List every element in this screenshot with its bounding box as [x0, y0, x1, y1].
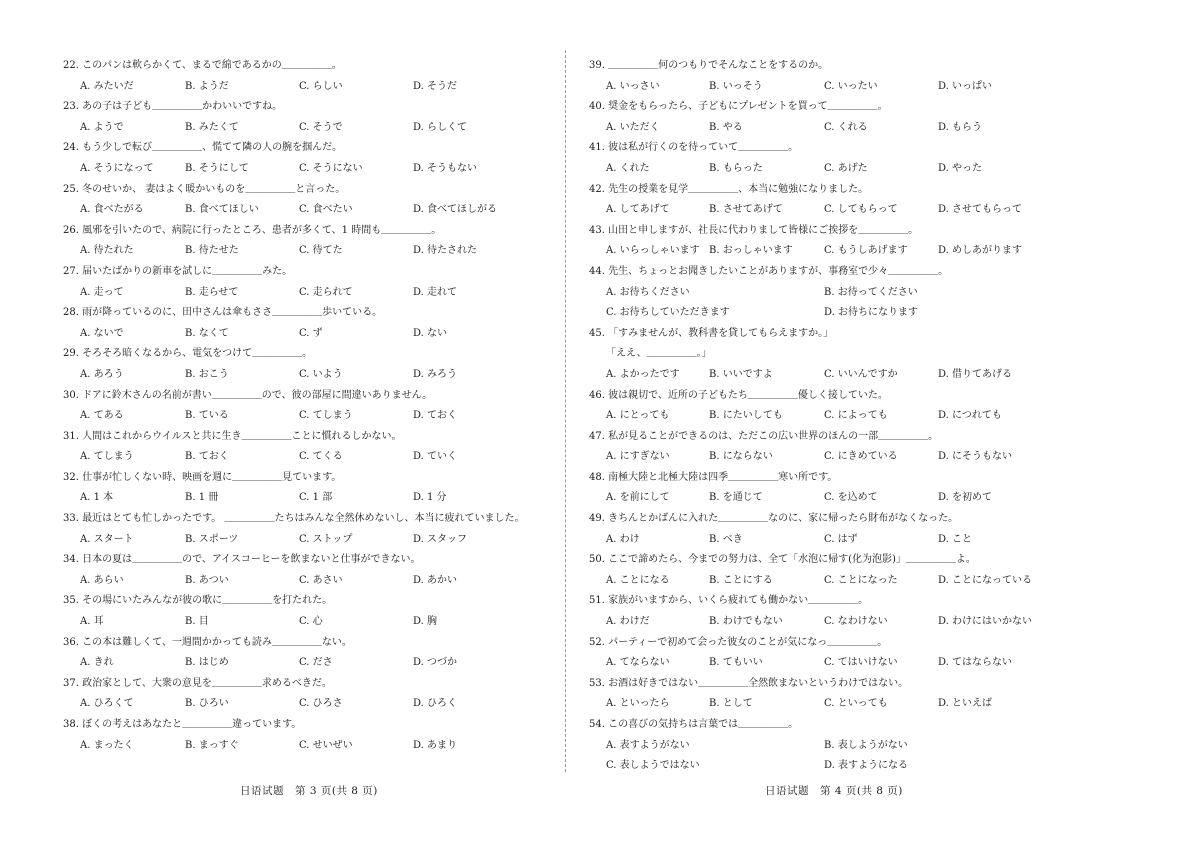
answer-option[interactable]: C. 表しようではない [606, 760, 700, 772]
options-row [63, 118, 547, 139]
answer-option[interactable]: D. 走れて [413, 286, 458, 298]
answer-option[interactable]: A. わけ [606, 533, 640, 545]
answer-option[interactable]: C. を込めて [824, 492, 878, 504]
options-row [63, 612, 547, 633]
answer-option[interactable]: C. らしい [299, 80, 343, 92]
answer-option[interactable]: B. ておく [185, 451, 229, 463]
options-row [589, 365, 1079, 386]
right-column [589, 56, 1079, 777]
answer-option[interactable]: C. くれる [824, 121, 868, 133]
options-row [589, 159, 1079, 180]
answer-option[interactable]: A. お待ちください [606, 286, 690, 298]
question-stem: 23. あの子は子ども＿＿＿＿＿かわいいですね。 [63, 101, 283, 113]
options-row [589, 530, 1079, 551]
answer-option[interactable]: C. あさい [299, 574, 343, 586]
answer-option[interactable]: A. 1 本 [80, 492, 114, 504]
question-stem: 27. 届いたばかりの新車を試しに＿＿＿＿＿みた。 [63, 265, 293, 277]
answer-option[interactable]: D. を初めて [938, 492, 993, 504]
answer-option[interactable]: B. てもいい [709, 657, 763, 669]
question-stem: 43. 山田と申しますが、社長に代わりまして皆様にご挨拶を＿＿＿＿＿。 [589, 224, 919, 236]
question-item [589, 56, 1079, 97]
answer-option[interactable]: B. いっそう [709, 80, 763, 92]
question-item [63, 180, 547, 221]
question-item [63, 221, 547, 262]
options-row [63, 283, 547, 304]
answer-option[interactable]: B. やる [709, 121, 743, 133]
answer-option[interactable]: A. いただく [606, 121, 660, 133]
question-item [589, 633, 1079, 674]
question-item [63, 550, 547, 591]
answer-option[interactable]: A. よかったです [606, 368, 680, 380]
answer-option[interactable]: D. てはならない [938, 657, 1013, 669]
answer-option[interactable]: D. そうだ [413, 80, 458, 92]
question-item [63, 633, 547, 674]
question-item [589, 427, 1079, 468]
question-item [63, 138, 547, 179]
question-item [589, 324, 1079, 386]
answer-option[interactable]: D. ておく [413, 410, 458, 422]
answer-option[interactable]: D. につれても [938, 410, 1002, 422]
question-item [63, 715, 547, 756]
answer-option[interactable]: B. 待たせた [185, 245, 239, 257]
answer-option[interactable]: A. そうになって [80, 162, 154, 174]
answer-option[interactable]: B. もらった [709, 162, 763, 174]
answer-option[interactable]: B. おこう [185, 368, 229, 380]
options-row [589, 118, 1079, 139]
answer-option[interactable]: D. あかい [413, 574, 458, 586]
question-stem: 37. 政治家として、大衆の意見を＿＿＿＿＿求めるべきだ。 [63, 677, 332, 689]
answer-option[interactable]: B. ひろい [185, 698, 229, 710]
answer-option[interactable]: D. 待たされた [413, 245, 478, 257]
answer-option[interactable]: A. にすぎない [606, 451, 670, 463]
question-stem: 31. 人間はこれからウイルスと共に生き＿＿＿＿＿ことに慣れるしかない。 [63, 430, 402, 442]
answer-option[interactable]: D. ひろく [413, 698, 458, 710]
answer-option[interactable]: D. させてもらって [938, 204, 1023, 216]
answer-option[interactable]: B. なくて [185, 327, 229, 339]
options-row [589, 694, 1079, 715]
answer-option[interactable]: D. やった [938, 162, 983, 174]
answer-option[interactable]: B. 1 冊 [185, 492, 219, 504]
answer-option[interactable]: C. ストップ [299, 533, 353, 545]
answer-option[interactable]: D. 1 分 [413, 492, 447, 504]
question-stem: 40. 奨金をもらったら、子どもにプレゼントを買って＿＿＿＿＿。 [589, 101, 888, 113]
question-stem: 50. ここで諦めたら、今までの努力は、全て「水泡に帰す(化为泡影)」＿＿＿＿＿よ。 [589, 554, 976, 566]
answer-option[interactable]: D. お待ちになります [824, 307, 919, 319]
left-column [63, 56, 547, 756]
options-row [63, 77, 547, 98]
question-item [63, 303, 547, 344]
answer-option[interactable]: B. はじめ [185, 657, 229, 669]
question-item [589, 180, 1079, 221]
column-divider [565, 50, 566, 772]
answer-option[interactable]: B. みたくて [185, 121, 239, 133]
question-stem: 49. きちんとかばんに入れた＿＿＿＿＿なのに、家に帰ったら財布がなくなった。 [589, 513, 959, 525]
options-row [63, 736, 547, 757]
question-item [589, 262, 1079, 324]
answer-option[interactable]: C. お待ちしていただきます [606, 307, 730, 319]
question-item [63, 674, 547, 715]
options-row [589, 612, 1079, 633]
question-item [589, 386, 1079, 427]
answer-option[interactable]: D. ことになっている [938, 574, 1033, 586]
answer-option[interactable]: D. そうもない [413, 162, 478, 174]
answer-option[interactable]: B. 食べてほしい [185, 204, 259, 216]
answer-option[interactable]: A. きれ [80, 657, 114, 669]
answer-option[interactable]: C. ださ [299, 657, 333, 669]
question-item [589, 221, 1079, 262]
answer-option[interactable]: C. 1 部 [299, 492, 333, 504]
answer-option[interactable]: D. スタッフ [413, 533, 468, 545]
question-stem: 46. 彼は親切で、近所の子どもたち＿＿＿＿＿優しく接していた。 [589, 389, 888, 401]
answer-option[interactable]: C. そうにない [299, 162, 363, 174]
question-stem: 24. もう少しで転び＿＿＿＿＿、慌てて隣の人の腕を掴んだ。 [63, 142, 343, 154]
options-row [589, 736, 1079, 757]
question-stem: 54. この喜びの気持ちは言葉では＿＿＿＿＿。 [589, 719, 799, 730]
answer-option[interactable]: A. てならない [606, 657, 670, 669]
answer-option[interactable]: D. もらう [938, 121, 983, 133]
answer-option[interactable]: C. といっても [824, 698, 888, 710]
question-stem: 48. 南極大陸と北極大陸は四季＿＿＿＿＿寒い所です。 [589, 471, 838, 483]
question-item [63, 509, 547, 550]
options-row [589, 283, 1079, 304]
question-item [589, 468, 1079, 509]
answer-option[interactable]: C. てはいけない [824, 657, 898, 669]
options-row [63, 365, 547, 386]
question-stem: 41. 彼は私が行くのを待っていて＿＿＿＿＿。 [589, 142, 799, 154]
answer-option[interactable]: B. べき [709, 533, 743, 545]
question-item [63, 591, 547, 632]
answer-option[interactable]: C. もうしあげます [824, 245, 908, 257]
answer-option[interactable]: D. 借りてあげる [938, 368, 1013, 380]
question-item [63, 97, 547, 138]
answer-option[interactable]: C. てくる [299, 451, 343, 463]
options-row [63, 200, 547, 221]
answer-option[interactable]: B. 表しようがない [824, 739, 908, 751]
answer-option[interactable]: A. ことになる [606, 574, 670, 586]
answer-option[interactable]: A. ようで [80, 121, 124, 133]
answer-option[interactable]: B. わけでもない [709, 616, 783, 628]
answer-option[interactable]: A. してあげて [606, 204, 670, 216]
answer-option[interactable]: C. いったい [824, 80, 878, 92]
answer-option[interactable]: A. ないで [80, 327, 124, 339]
options-row [63, 241, 547, 262]
answer-option[interactable]: A. スタート [80, 533, 134, 545]
options-row [589, 488, 1079, 509]
question-stem: 47. 私が見ることができるのは、ただこの広い世界のほんの一部＿＿＿＿＿。 [589, 430, 939, 442]
question-stem: 28. 雨が降っているのに、田中さんは傘もささ＿＿＿＿＿歩いている。 [63, 307, 383, 319]
question-stem: 45. 「すみませんが、教科書を貸してもらえますか。」 [589, 327, 834, 339]
answer-option[interactable]: D. らしくて [413, 121, 468, 133]
answer-option[interactable]: B. ことにする [709, 574, 773, 586]
question-stem: 52. パーティーで初めて会った彼女のことが気になっ＿＿＿＿＿。 [589, 636, 888, 648]
question-stem: 39. ＿＿＿＿＿何のつもりでそんなことをするのか。 [589, 60, 829, 71]
answer-option[interactable]: A. にとっても [606, 410, 670, 422]
options-row [589, 241, 1079, 262]
question-item [589, 674, 1079, 715]
answer-option[interactable]: B. にたいしても [709, 410, 783, 422]
answer-option[interactable]: A. 走って [80, 286, 124, 298]
answer-option[interactable]: C. ず [299, 327, 323, 339]
options-row [63, 447, 547, 468]
answer-option[interactable]: B. お待ってください [824, 286, 918, 298]
question-stem: 22. このパンは軟らかくて、まるで綿であるかの＿＿＿＿＿。 [63, 60, 342, 71]
answer-option[interactable]: C. してもらって [824, 204, 898, 216]
answer-option[interactable]: A. わけだ [606, 616, 650, 628]
options-row [63, 488, 547, 509]
question-stem: 30. ドアに鈴木さんの名前が書い＿＿＿＿＿ので、彼の部屋に間違いありません。 [63, 389, 433, 401]
answer-option[interactable]: C. ひろさ [299, 698, 343, 710]
answer-option[interactable]: B. を通じて [709, 492, 763, 504]
answer-option[interactable]: B. させてあげて [709, 204, 783, 216]
options-row [589, 653, 1079, 674]
question-item [63, 262, 547, 303]
question-stem-reply: 「ええ、＿＿＿＿＿。」 [606, 348, 712, 360]
answer-option[interactable]: D. 表すようになる [824, 760, 909, 772]
question-stem: 53. お酒は好きではない＿＿＿＿＿全然飲まないというわけではない。 [589, 677, 909, 689]
question-item [63, 427, 547, 468]
question-stem: 26. 風邪を引いたので、病院に行ったところ、患者が多くて、1 時間も＿＿＿＿＿。 [63, 224, 442, 236]
answer-option[interactable]: C. そうで [299, 121, 343, 133]
options-row [589, 447, 1079, 468]
answer-option[interactable]: B. にならない [709, 451, 773, 463]
answer-option[interactable]: A. みたいだ [80, 80, 134, 92]
question-item [589, 509, 1079, 550]
answer-option[interactable]: B. 目 [185, 616, 209, 628]
answer-option[interactable]: A. 耳 [80, 616, 104, 628]
answer-option[interactable]: D. 胸 [413, 616, 438, 628]
answer-option[interactable]: A. 食べたがる [80, 204, 144, 216]
question-stem: 38. ぼくの考えはあなたと＿＿＿＿＿違っています。 [63, 719, 302, 730]
question-item [589, 138, 1079, 179]
answer-option[interactable]: C. によっても [824, 410, 888, 422]
answer-option[interactable]: B. スポーツ [185, 533, 239, 545]
options-row [589, 200, 1079, 221]
options-row [589, 303, 1079, 324]
answer-option[interactable]: C. あげた [824, 162, 868, 174]
answer-option[interactable]: C. 食べたい [299, 204, 353, 216]
answer-option[interactable]: C. 待てた [299, 245, 343, 257]
question-stem: 25. 冬のせいか、 妻はよく暖かいものを＿＿＿＿＿と言った。 [63, 183, 346, 195]
answer-option[interactable]: B. 走らせて [185, 286, 239, 298]
answer-option[interactable]: A. てある [80, 410, 124, 422]
answer-option[interactable]: C. 走られて [299, 286, 353, 298]
answer-option[interactable]: A. いっさい [606, 80, 660, 92]
answer-option[interactable]: D. といえば [938, 698, 993, 710]
answer-option[interactable]: A. まったく [80, 739, 134, 751]
answer-option[interactable]: C. にきめている [824, 451, 898, 463]
answer-option[interactable]: B. ている [185, 410, 229, 422]
answer-option[interactable]: B. おっしゃいます [709, 245, 793, 257]
question-stem: 36. この本は難しくて、一週間かかっても読み＿＿＿＿＿ない。 [63, 636, 352, 648]
answer-option[interactable]: B. そうにして [185, 162, 249, 174]
options-row [63, 571, 547, 592]
question-item [589, 550, 1079, 591]
options-row [589, 77, 1079, 98]
answer-option[interactable]: D. ない [413, 327, 448, 339]
answer-option[interactable]: B. ようだ [185, 80, 229, 92]
answer-option[interactable]: C. いよう [299, 368, 343, 380]
answer-option[interactable]: B. まっすぐ [185, 739, 239, 751]
question-stem: 42. 先生の授業を見学＿＿＿＿＿、本当に勉強になりました。 [589, 183, 869, 195]
page-footer-right: 日语试题 第 4 页(共 8 页) [765, 785, 903, 797]
answer-option[interactable]: A. あろう [80, 368, 124, 380]
answer-option[interactable]: D. つづか [413, 657, 458, 669]
question-stem: 32. 仕事が忙しくない時、映画を週に＿＿＿＿＿見ています。 [63, 471, 342, 483]
answer-option[interactable]: A. いらっしゃいます [606, 245, 700, 257]
answer-option[interactable]: C. てしまう [299, 410, 353, 422]
answer-option[interactable]: C. ことになった [824, 574, 898, 586]
answer-option[interactable]: D. いっぱい [938, 80, 993, 92]
question-stem: 34. 日本の夏は＿＿＿＿＿ので、アイスコーヒーを飲まないと仕事ができない。 [63, 554, 421, 566]
question-item [63, 386, 547, 427]
answer-option[interactable]: C. いいんですか [824, 368, 898, 380]
answer-option[interactable]: D. 食べてほしがる [413, 204, 498, 216]
options-row [589, 756, 1079, 777]
answer-option[interactable]: C. せいぜい [299, 739, 353, 751]
page-footer-left: 日语试题 第 3 页(共 8 页) [240, 785, 378, 797]
question-item [63, 468, 547, 509]
answer-option[interactable]: A. くれた [606, 162, 650, 174]
question-stem: 44. 先生、ちょっとお聞きしたいことがありますが、事務室で少々＿＿＿＿＿。 [589, 265, 949, 277]
question-item [589, 715, 1079, 777]
question-stem: 51. 家族がいますから、いくら疲れても働かない＿＿＿＿＿。 [589, 595, 869, 607]
answer-option[interactable]: A. を前にして [606, 492, 670, 504]
answer-option[interactable]: A. 待たれた [80, 245, 134, 257]
question-stem: 35. その場にいたみんなが彼の歌に＿＿＿＿＿を打たれた。 [63, 595, 333, 607]
answer-option[interactable]: D. わけにはいかない [938, 616, 1033, 628]
answer-option[interactable]: D. こと [938, 533, 973, 545]
options-row [63, 653, 547, 674]
question-stem: 33. 最近はとても忙しかったです。 ＿＿＿＿＿たちはみんな全然休めないし、本当に疲れていました。 [63, 513, 525, 525]
options-row [63, 406, 547, 427]
answer-option[interactable]: A. ひろくて [80, 698, 134, 710]
question-stem: 29. そろそろ暗くなるから、電気をつけて＿＿＿＿＿。 [63, 348, 313, 360]
options-row [63, 159, 547, 180]
question-item [63, 344, 547, 385]
answer-option[interactable]: A. あらい [80, 574, 124, 586]
answer-option[interactable]: C. はず [824, 533, 858, 545]
answer-option[interactable]: B. あつい [185, 574, 229, 586]
answer-option[interactable]: C. 心 [299, 616, 323, 628]
answer-option[interactable]: D. ていく [413, 451, 458, 463]
answer-option[interactable]: B. として [709, 698, 753, 710]
question-item [589, 591, 1079, 632]
options-row [63, 530, 547, 551]
options-row [63, 694, 547, 715]
answer-option[interactable]: C. なわけない [824, 616, 888, 628]
answer-option[interactable]: A. といったら [606, 698, 670, 710]
question-item [589, 97, 1079, 138]
answer-option[interactable]: D. みろう [413, 368, 458, 380]
options-row [589, 571, 1079, 592]
answer-option[interactable]: D. にそうもない [938, 451, 1013, 463]
options-row [63, 324, 547, 345]
question-item [63, 56, 547, 97]
options-row [589, 406, 1079, 427]
answer-option[interactable]: A. 表すようがない [606, 739, 690, 751]
answer-option[interactable]: B. いいですよ [709, 368, 773, 380]
answer-option[interactable]: A. てしまう [80, 451, 134, 463]
answer-option[interactable]: D. めしあがります [938, 245, 1023, 257]
answer-option[interactable]: D. あまり [413, 739, 458, 751]
